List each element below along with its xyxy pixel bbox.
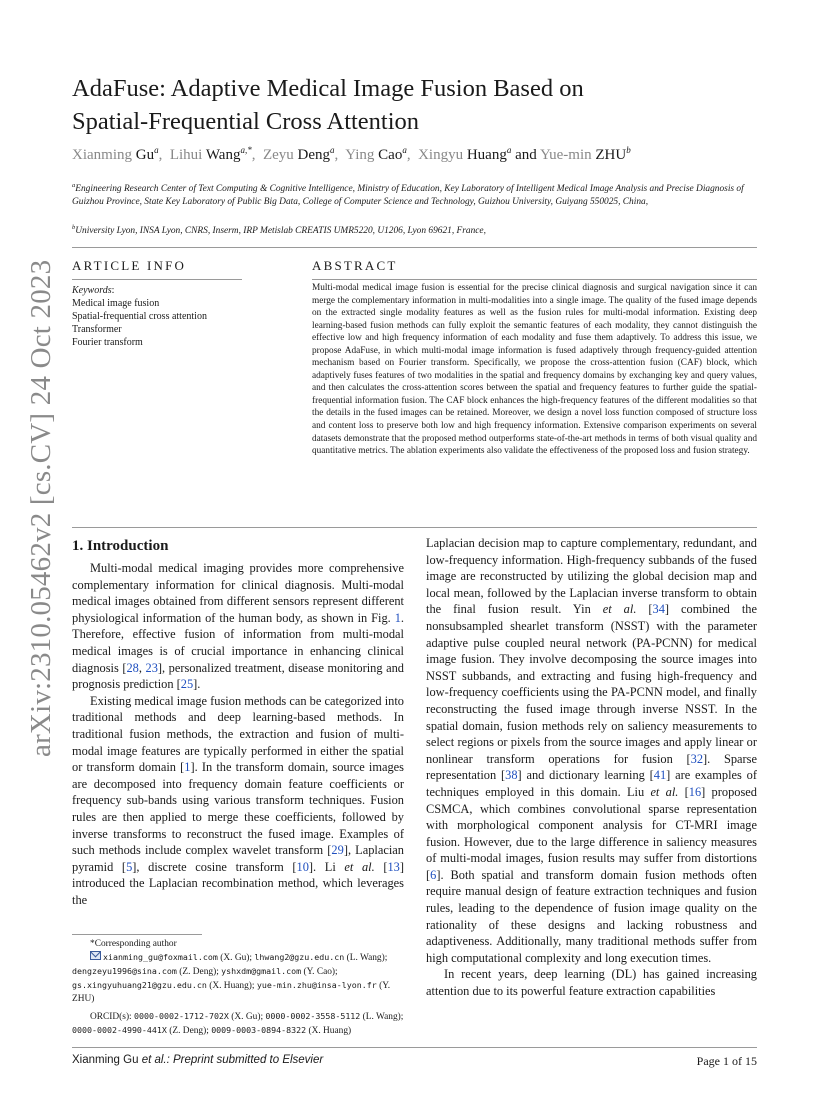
author-given: Zeyu: [262, 147, 294, 163]
citation-link[interactable]: 29: [331, 843, 344, 858]
author-surname: Wang: [205, 147, 241, 163]
keywords-label: Keywords: [72, 285, 112, 296]
abstract-rule: [312, 279, 757, 280]
citation-link[interactable]: 28: [126, 660, 139, 675]
author-affil-sup: a: [506, 145, 512, 155]
paragraph: In recent years, deep learning (DL) has gained increasing attention due to its powerful feature extraction capabilities: [426, 967, 757, 999]
author-surname: Deng: [297, 147, 331, 163]
affiliation-b: [72, 221, 762, 238]
author-list: Xianming Gu$^a$, Lihui Wang$^{a,*}$, Zeyu Deng$^a$, Ying Cao$^a$, Xingyu Huang$^a$ and Yue-min ZHU$^b$: [72, 145, 631, 163]
author-affil-sup: a,*: [240, 145, 252, 155]
author-surname: Gu: [135, 147, 155, 163]
author-surname: ZHU: [595, 147, 627, 163]
affiliation-a: [72, 179, 762, 209]
author-given: Ying: [345, 147, 375, 163]
keywords-block: Keywords: Medical image fusion Spatial-frequential cross attention Transformer Fourier transform: [72, 284, 242, 349]
keyword: Fourier transform: [72, 337, 143, 348]
article-info-heading: ARTICLE INFO: [72, 258, 187, 273]
orcid-link[interactable]: 0009-0003-0894-8322: [211, 1025, 307, 1035]
footer-divider: [72, 1047, 757, 1048]
emails: xianming_gu@foxmail.com (X. Gu); lhwang2@gzu.edu.cn (L. Wang); dengzeyu1996@sina.com (Z. Deng); yshxdm@gmail.com (Y. Cao); gs.xingyuhuang21@gzu.edu.cn (X. Huang); yue-min.zhu@insa-lyon.fr (Y. ZHU): [72, 952, 391, 1004]
author-affil-sup: a: [402, 145, 407, 155]
affiliation-text: University Lyon, INSA Lyon, CNRS, Inserm, IRP Metislab CREATIS UMR5220, U1206, Lyon 69621, France,: [75, 226, 486, 237]
citation-link[interactable]: 16: [688, 784, 702, 799]
citation-link[interactable]: 32: [690, 751, 704, 766]
author-affil-sup: a: [330, 145, 335, 155]
orcid-link[interactable]: 0000-0002-3558-5112: [265, 1011, 361, 1021]
citation-link[interactable]: 23: [145, 660, 158, 675]
page-number: Page 1 of 15: [696, 1054, 757, 1068]
author-given: Lihui: [169, 147, 203, 163]
title-line-2: Spatial-Frequential Cross Attention: [72, 108, 420, 135]
corresponding-author: *Corresponding author: [90, 939, 177, 949]
citation-link[interactable]: 13: [387, 859, 400, 874]
author-given: Xianming: [72, 147, 132, 163]
paragraph: Existing medical image fusion methods can be categorized into traditional methods and deep learning-based methods. In traditional fusion methods, the extraction and fusion of multi-modal image features are typically performed in either the spatial or transform domain [1]. In the transform domain, source images are decomposed into frequency domain feature coefficients or frequency sub-bands using various transform techniques. Fusion rules are then applied to merge these coefficients, followed by inverse transforms to reconstruct the fused image. Examples of such methods include complex wavelet transform [29], Laplacian pyramid [5], discrete cosine transform [10]. Li et al. [13] introduced the Laplacian recombination method, which leverages the: [72, 693, 405, 907]
citation-link[interactable]: 5: [126, 859, 133, 874]
email-link[interactable]: yshxdm@gmail.com: [221, 966, 302, 976]
email-link[interactable]: dengzeyu1996@sina.com: [72, 966, 177, 976]
right-column: [426, 535, 757, 1000]
affiliation-sup: b: [72, 224, 76, 231]
affiliation-text: Engineering Research Center of Text Computing & Cognitive Intelligence, Ministry of Education, Key Laboratory of Intelligent Medical Image Analysis and Precise Diagnosis of Guizhou Province, State Key Laboratory of Public Big Data, College of Computer Science and Technology, Guizhou University, Guiyang 550025, China,: [72, 184, 744, 208]
arxiv-stamp: arXiv:2310.05462v2 [cs.CV] 24 Oct 2023: [25, 259, 57, 757]
email-link[interactable]: xianming_gu@foxmail.com: [103, 952, 218, 962]
abstract-divider: [72, 527, 757, 528]
article-info-rule: [72, 279, 242, 280]
author-affil-sup: b: [626, 145, 631, 155]
abstract-text: Multi-modal medical image fusion is essential for the precise clinical diagnosis and surgical navigation since it can merge the complementary information in multi-modalities into a single image. The quality of the fused image depends on the extracted single modality features as well as the fusion rules for multi-modal information. Existing deep learning-based fusion methods can fully exploit the semantic features of each modality, they cannot distinguish the effective low and high frequency information of each modality and fuse them adaptively. To address this issue, we propose AdaFuse, in which multi-modal image information is fused adaptively through frequency-guided attention mechanism based on Fourier transform. Specifically, we propose the cross-attention fusion (CAF) block, which adaptively fuses features of two modalities in the spatial and frequency domains by exchanging key and query values, and then calculates the cross-attention scores between the spatial and frequency features to further guide the spatial-frequential information fusion. The CAF block enhances the high-frequency features of the different modalities so that the details in the fused images can be retained. Moreover, we design a novel loss function composed of structure loss and content loss to preserve both low and high frequency information. Extensive comparison experiments on several datasets demonstrate that the proposed method outperforms state-of-the-art methods in terms of both visual quality and quantitative metrics. The ablation experiments also validate the effectiveness of the proposed loss and fusion strategy.: [312, 283, 757, 457]
paragraph: Laplacian decision map to capture complementary, redundant, and low-frequency information. High-frequency subbands of the fused image are reconstructed by utilizing the global decision map and local mean, followed by the Laplacian inverse transform to obtain the final fusion result. Yin et al. [34] combined the nonsubsampled shearlet transform (NSST) with the parameter adaptive pulse coupled neural network (PA-PCNN) for medical image fusion. They involve decomposing the source images into NSST subbands, and extracting and fusing high-frequency and low-frequency coefficients using the PA-PCNN model, and finally reconstructing the fused image through inverse NSST. In the spatial domain, fusion methods rely on saliency measurements to select regions or pixels from the source images and apply linear or nonlinear transform operations for fusion [32]. Sparse representation [38] and dictionary learning [41] are examples of techniques employed in this domain. Liu et al. [16] proposed CSMCA, which combines convolutional sparse representation with morphological component analysis for CT-MRI image fusion. However, due to the large difference in saliency measures of multi-modal images, fusion results may suffer from distortions [6]. Both spatial and transform domain fusion methods often require manual design of feature extraction techniques and fusion rules, leading to the dependence of fusion image quality on the rationality of these designs and lacking robustness and adaptiveness. Additionally, many traditional methods suffer from high computational complexity and long execution times.: [426, 536, 757, 965]
orcid-link[interactable]: 0000-0002-1712-702X: [134, 1011, 229, 1021]
footer-running-head: Xianming Gu et al.: Preprint submitted to Elsevier: [72, 1054, 324, 1066]
keyword: Medical image fusion: [72, 298, 160, 309]
citation-link[interactable]: 38: [505, 768, 518, 783]
authors-and: and: [515, 147, 537, 163]
abstract-heading: ABSTRACT: [312, 258, 398, 273]
citation-link[interactable]: 10: [296, 859, 309, 874]
email-link[interactable]: yue-min.zhu@insa-lyon.fr: [256, 980, 377, 990]
section-heading: 1. Introduction: [72, 538, 169, 554]
affiliation-sup: a: [72, 182, 76, 189]
email-link[interactable]: gs.xingyuhuang21@gzu.edu.cn: [72, 980, 207, 990]
left-column: [72, 560, 404, 908]
fig-ref-link[interactable]: 1: [394, 610, 401, 625]
orcid-label: ORCID(s):: [90, 1012, 135, 1022]
title-line-1: AdaFuse: Adaptive Medical Image Fusion Based on: [72, 75, 584, 102]
citation-link[interactable]: 6: [430, 867, 437, 882]
paragraph: Multi-modal medical imaging provides more comprehensive complementary information for clinical diagnosis. Multi-modal medical images obtained from different sensors represent different physiological information of the human body, as shown in Fig. 1. Therefore, effective fusion of information from multi-modal medical images is of crucial importance in enhancing clinical diagnosis [28, 23], personalized treatment, disease monitoring and prognosis prediction [25].: [72, 561, 404, 692]
paper-title: [72, 72, 712, 138]
citation-link[interactable]: 41: [653, 768, 667, 783]
citation-link[interactable]: 1: [184, 760, 191, 775]
citation-link[interactable]: 25: [180, 677, 194, 692]
author-given: Xingyu: [418, 147, 464, 163]
header-divider: [72, 247, 757, 248]
keyword: Transformer: [72, 324, 122, 335]
footnote: [72, 938, 404, 1038]
author-surname: Huang: [466, 147, 507, 163]
author-given: Yue-min: [539, 147, 592, 163]
footnote-rule: [72, 934, 202, 935]
orcid-link[interactable]: 0000-0002-4990-441X: [72, 1025, 167, 1035]
email-link[interactable]: lhwang2@gzu.edu.cn: [254, 952, 345, 962]
author-affil-sup: a: [154, 145, 159, 155]
citation-link[interactable]: 34: [652, 602, 665, 617]
orcids: ORCID(s): 0000-0002-1712-702X (X. Gu); 0000-0002-3558-5112 (L. Wang); 0000-0002-4990-441X (Z. Deng); 0009-0003-0894-8322 (X. Huang): [72, 1011, 404, 1036]
author-surname: Cao: [378, 147, 403, 163]
envelope-icon: [90, 951, 101, 960]
keyword: Spatial-frequential cross attention: [72, 311, 207, 322]
